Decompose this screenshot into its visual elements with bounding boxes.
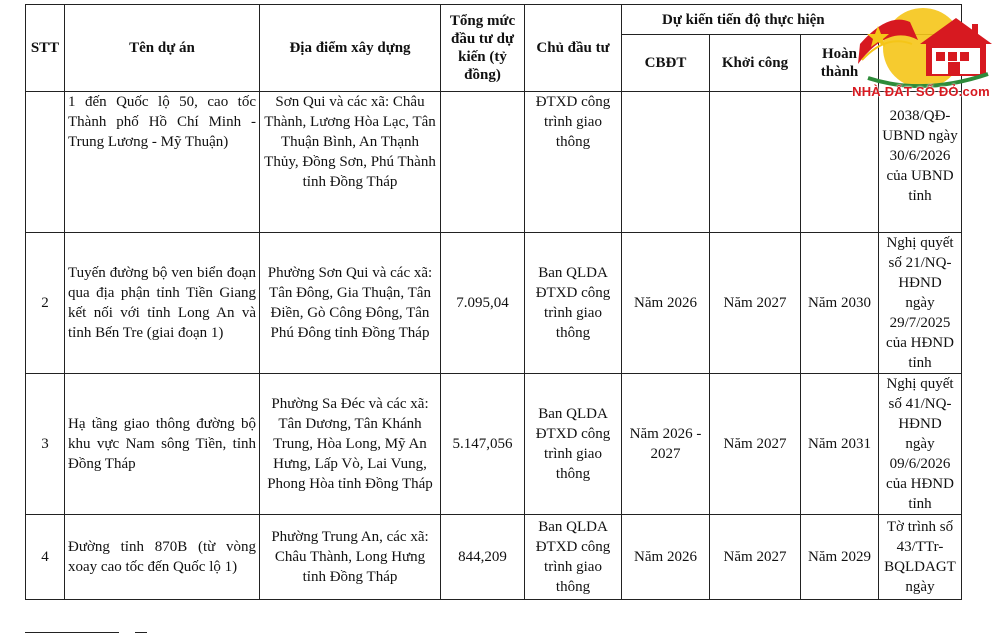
row-stt	[26, 92, 65, 233]
header-total-investment: Tổng mức đầu tư dự kiến (tỷ đồng)	[441, 5, 525, 92]
table-row	[26, 374, 962, 515]
row-note: Nghị quyết số 41/NQ-HĐND ngày 09/6/2026 của HĐND tỉnh	[879, 374, 962, 515]
row-start: Năm 2027	[710, 233, 801, 374]
table-row	[26, 92, 962, 233]
project-table	[25, 4, 962, 600]
row-investor: Ban QLDA ĐTXD công trình giao thông	[525, 515, 622, 600]
header-start: Khởi công	[710, 35, 801, 92]
header-schedule: Dự kiến tiến độ thực hiện	[622, 5, 962, 35]
row-stt: 2	[26, 233, 65, 374]
header-finish: Hoàn thành	[801, 35, 879, 92]
row-note: Nghị quyết số 21/NQ-HĐND ngày 29/7/2025 của HĐND tỉnh	[879, 233, 962, 374]
header-location: Địa điểm xây dựng	[260, 5, 441, 92]
row-note: Tờ trình số 43/TTr-BQLDAGT ngày	[879, 515, 962, 600]
row-project-name: 1 đến Quốc lộ 50, cao tốc Thành phố Hồ Chí Minh - Trung Lương - Mỹ Thuận)	[65, 92, 260, 233]
row-finish: Năm 2031	[801, 374, 879, 515]
row-total-investment: 844,209	[441, 515, 525, 600]
row-investor: Ban QLDA ĐTXD công trình giao thông	[525, 233, 622, 374]
row-finish: Năm 2029	[801, 515, 879, 600]
row-cbdt: Năm 2026	[622, 233, 710, 374]
row-total-investment: 5.147,056	[441, 374, 525, 515]
row-start: Năm 2027	[710, 515, 801, 600]
row-project-name: Đường tỉnh 870B (từ vòng xoay cao tốc đến Quốc lộ 1)	[65, 515, 260, 600]
row-project-name: Tuyến đường bộ ven biển đoạn qua địa phận tỉnh Tiền Giang kết nối với tỉnh Long An và tỉnh Bến Tre (giai đoạn 1)	[65, 233, 260, 374]
row-note: 2038/QĐ-UBND ngày 30/6/2026 của UBND tỉnh	[879, 92, 962, 233]
row-project-name: Hạ tầng giao thông đường bộ khu vực Nam sông Tiền, tỉnh Đồng Tháp	[65, 374, 260, 515]
row-cbdt	[622, 92, 710, 233]
header-project-name: Tên dự án	[65, 5, 260, 92]
header-stt: STT	[26, 5, 65, 92]
row-location: Phường Trung An, các xã: Châu Thành, Long Hưng tỉnh Đồng Tháp	[260, 515, 441, 600]
row-total-investment	[441, 92, 525, 233]
header-investor: Chủ đầu tư	[525, 5, 622, 92]
row-start: Năm 2027	[710, 374, 801, 515]
footnote-mark	[135, 632, 147, 633]
row-investor: ĐTXD công trình giao thông	[525, 92, 622, 233]
row-stt: 4	[26, 515, 65, 600]
header-cbdt: CBĐT	[622, 35, 710, 92]
table-row	[26, 515, 962, 600]
row-total-investment: 7.095,04	[441, 233, 525, 374]
watermark-text: NHÀ ĐẤT SỐ ĐỎ.com	[852, 84, 990, 99]
row-investor: Ban QLDA ĐTXD công trình giao thông	[525, 374, 622, 515]
row-finish: Năm 2030	[801, 233, 879, 374]
row-cbdt: Năm 2026 - 2027	[622, 374, 710, 515]
row-cbdt: Năm 2026	[622, 515, 710, 600]
row-stt: 3	[26, 374, 65, 515]
row-location: Phường Sa Đéc và các xã: Tân Dương, Tân Khánh Trung, Hòa Long, Mỹ An Hưng, Lấp Vò, Lai Vung, Phong Hòa tỉnh Đồng Tháp	[260, 374, 441, 515]
row-finish	[801, 92, 879, 233]
table-row	[26, 233, 962, 374]
row-start	[710, 92, 801, 233]
row-location: Sơn Qui và các xã: Châu Thành, Lương Hòa Lạc, Tân Thuận Bình, An Thạnh Thủy, Đồng Sơn, Phú Thành tỉnh Đồng Tháp	[260, 92, 441, 233]
footnote-divider	[25, 632, 119, 633]
row-location: Phường Sơn Qui và các xã: Tân Đông, Gia Thuận, Tân Điền, Gò Công Đông, Tân Phú Đông tỉnh Đồng Tháp	[260, 233, 441, 374]
